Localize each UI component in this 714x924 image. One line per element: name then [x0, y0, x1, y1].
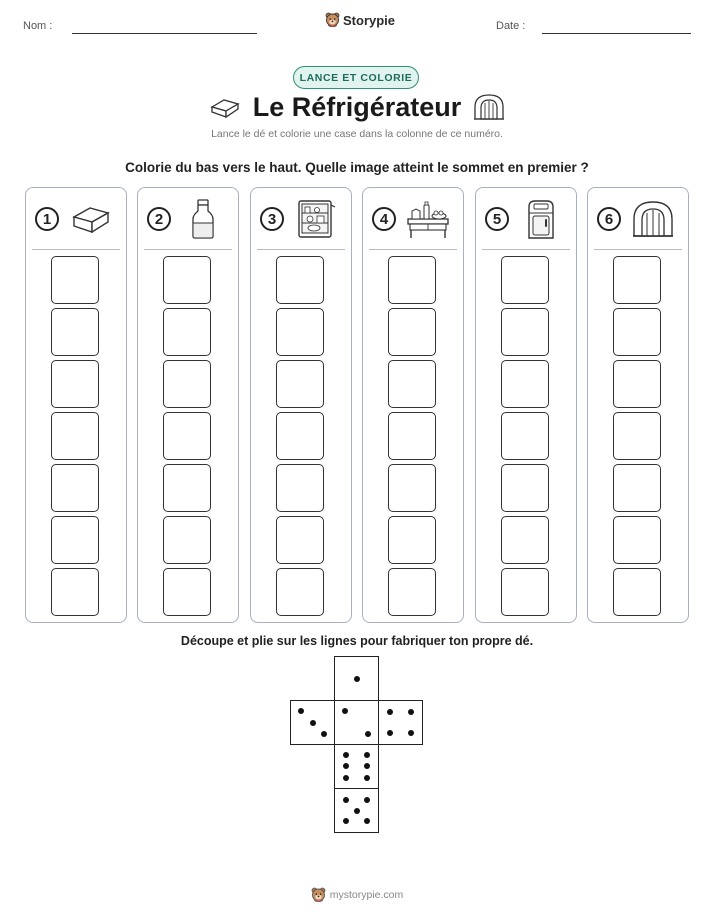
die-pip: [364, 763, 370, 769]
die-face-3[interactable]: [290, 700, 335, 745]
kitchen-table-icon: [407, 199, 449, 239]
die-pip: [364, 797, 370, 803]
color-cell[interactable]: [51, 464, 99, 512]
bear-mascot-icon: [325, 12, 340, 28]
color-cell[interactable]: [51, 516, 99, 564]
die-pip: [387, 709, 393, 715]
column-number: 4: [372, 207, 396, 231]
die-face-6[interactable]: [334, 744, 379, 789]
column-4: [362, 187, 464, 623]
name-line[interactable]: [72, 33, 257, 34]
color-cell[interactable]: [613, 516, 661, 564]
die-pip: [343, 797, 349, 803]
die-pip: [298, 708, 304, 714]
color-cell[interactable]: [51, 308, 99, 356]
column-5: [475, 187, 577, 623]
color-cell[interactable]: [163, 412, 211, 460]
color-cell[interactable]: [388, 256, 436, 304]
color-cell[interactable]: [501, 360, 549, 408]
column-1: [25, 187, 127, 623]
footer: [0, 887, 714, 903]
page-subtitle: Lance le dé et colorie une case dans la colonne de ce numéro.: [211, 128, 503, 140]
color-cell[interactable]: [501, 568, 549, 616]
die-pip: [354, 808, 360, 814]
color-cell[interactable]: [501, 412, 549, 460]
color-cell[interactable]: [276, 360, 324, 408]
die-pip: [343, 775, 349, 781]
color-cell[interactable]: [388, 464, 436, 512]
die-pip: [342, 708, 348, 714]
color-cell[interactable]: [388, 516, 436, 564]
color-cell[interactable]: [276, 464, 324, 512]
color-cell[interactable]: [613, 308, 661, 356]
column-number: 6: [597, 207, 621, 231]
column-divider: [32, 249, 120, 250]
color-cell[interactable]: [613, 568, 661, 616]
color-cell[interactable]: [613, 464, 661, 512]
die-face-4[interactable]: [378, 700, 423, 745]
die-pip: [364, 775, 370, 781]
color-cell[interactable]: [276, 308, 324, 356]
die-pip: [354, 676, 360, 682]
die-face-1[interactable]: [334, 656, 379, 701]
die-pip: [343, 763, 349, 769]
color-cell[interactable]: [613, 360, 661, 408]
color-cell[interactable]: [51, 256, 99, 304]
bread-oven-icon: [632, 199, 674, 239]
date-line[interactable]: [542, 33, 691, 34]
color-cell[interactable]: [163, 516, 211, 564]
column-divider: [144, 249, 232, 250]
column-number: 1: [35, 207, 59, 231]
butter-icon: [70, 199, 112, 239]
color-cell[interactable]: [388, 568, 436, 616]
open-fridge-icon: [295, 199, 337, 239]
color-cell[interactable]: [501, 256, 549, 304]
column-divider: [594, 249, 682, 250]
activity-badge: LANCE ET COLORIE: [293, 66, 419, 89]
color-cell[interactable]: [163, 308, 211, 356]
color-cell[interactable]: [613, 412, 661, 460]
bread-oven-icon: [473, 93, 505, 121]
color-cell[interactable]: [163, 568, 211, 616]
column-divider: [369, 249, 457, 250]
color-cell[interactable]: [51, 568, 99, 616]
game-instruction: Colorie du bas vers le haut. Quelle image atteint le sommet en premier ?: [125, 160, 589, 175]
color-cell[interactable]: [388, 412, 436, 460]
color-cell[interactable]: [501, 464, 549, 512]
page-title: Le Réfrigérateur: [252, 92, 462, 122]
column-2: [137, 187, 239, 623]
column-number: 5: [485, 207, 509, 231]
color-cell[interactable]: [613, 256, 661, 304]
color-cell[interactable]: [388, 360, 436, 408]
color-cell[interactable]: [501, 516, 549, 564]
die-pip: [343, 818, 349, 824]
column-3: [250, 187, 352, 623]
color-cell[interactable]: [388, 308, 436, 356]
color-cell[interactable]: [51, 412, 99, 460]
die-pip: [365, 731, 371, 737]
color-cell[interactable]: [276, 568, 324, 616]
color-cell[interactable]: [163, 256, 211, 304]
die-pip: [364, 752, 370, 758]
brand-name: Storypie: [343, 12, 396, 28]
die-pip: [310, 720, 316, 726]
die-pip: [321, 731, 327, 737]
footer-site[interactable]: mystorypie.com: [329, 889, 404, 901]
name-label: Nom :: [23, 20, 53, 32]
column-6: [587, 187, 689, 623]
cut-instruction: Découpe et plie sur les lignes pour fabriquer ton propre dé.: [180, 634, 534, 648]
die-pip: [408, 709, 414, 715]
column-divider: [257, 249, 345, 250]
color-cell[interactable]: [163, 360, 211, 408]
color-cell[interactable]: [276, 516, 324, 564]
column-divider: [482, 249, 570, 250]
date-label: Date :: [496, 20, 526, 32]
die-pip: [343, 752, 349, 758]
column-number: 3: [260, 207, 284, 231]
die-face-2[interactable]: [334, 700, 379, 745]
die-face-5[interactable]: [334, 788, 379, 833]
die-pip: [408, 730, 414, 736]
color-cell[interactable]: [276, 412, 324, 460]
brand-logo: [325, 12, 395, 28]
color-cell[interactable]: [501, 308, 549, 356]
column-number: 2: [147, 207, 171, 231]
color-cell[interactable]: [51, 360, 99, 408]
color-cell[interactable]: [163, 464, 211, 512]
milk-bottle-icon: [182, 199, 224, 239]
die-pip: [387, 730, 393, 736]
small-fridge-icon: [520, 199, 562, 239]
bear-mascot-icon: [311, 887, 326, 903]
die-pip: [364, 818, 370, 824]
color-cell[interactable]: [276, 256, 324, 304]
